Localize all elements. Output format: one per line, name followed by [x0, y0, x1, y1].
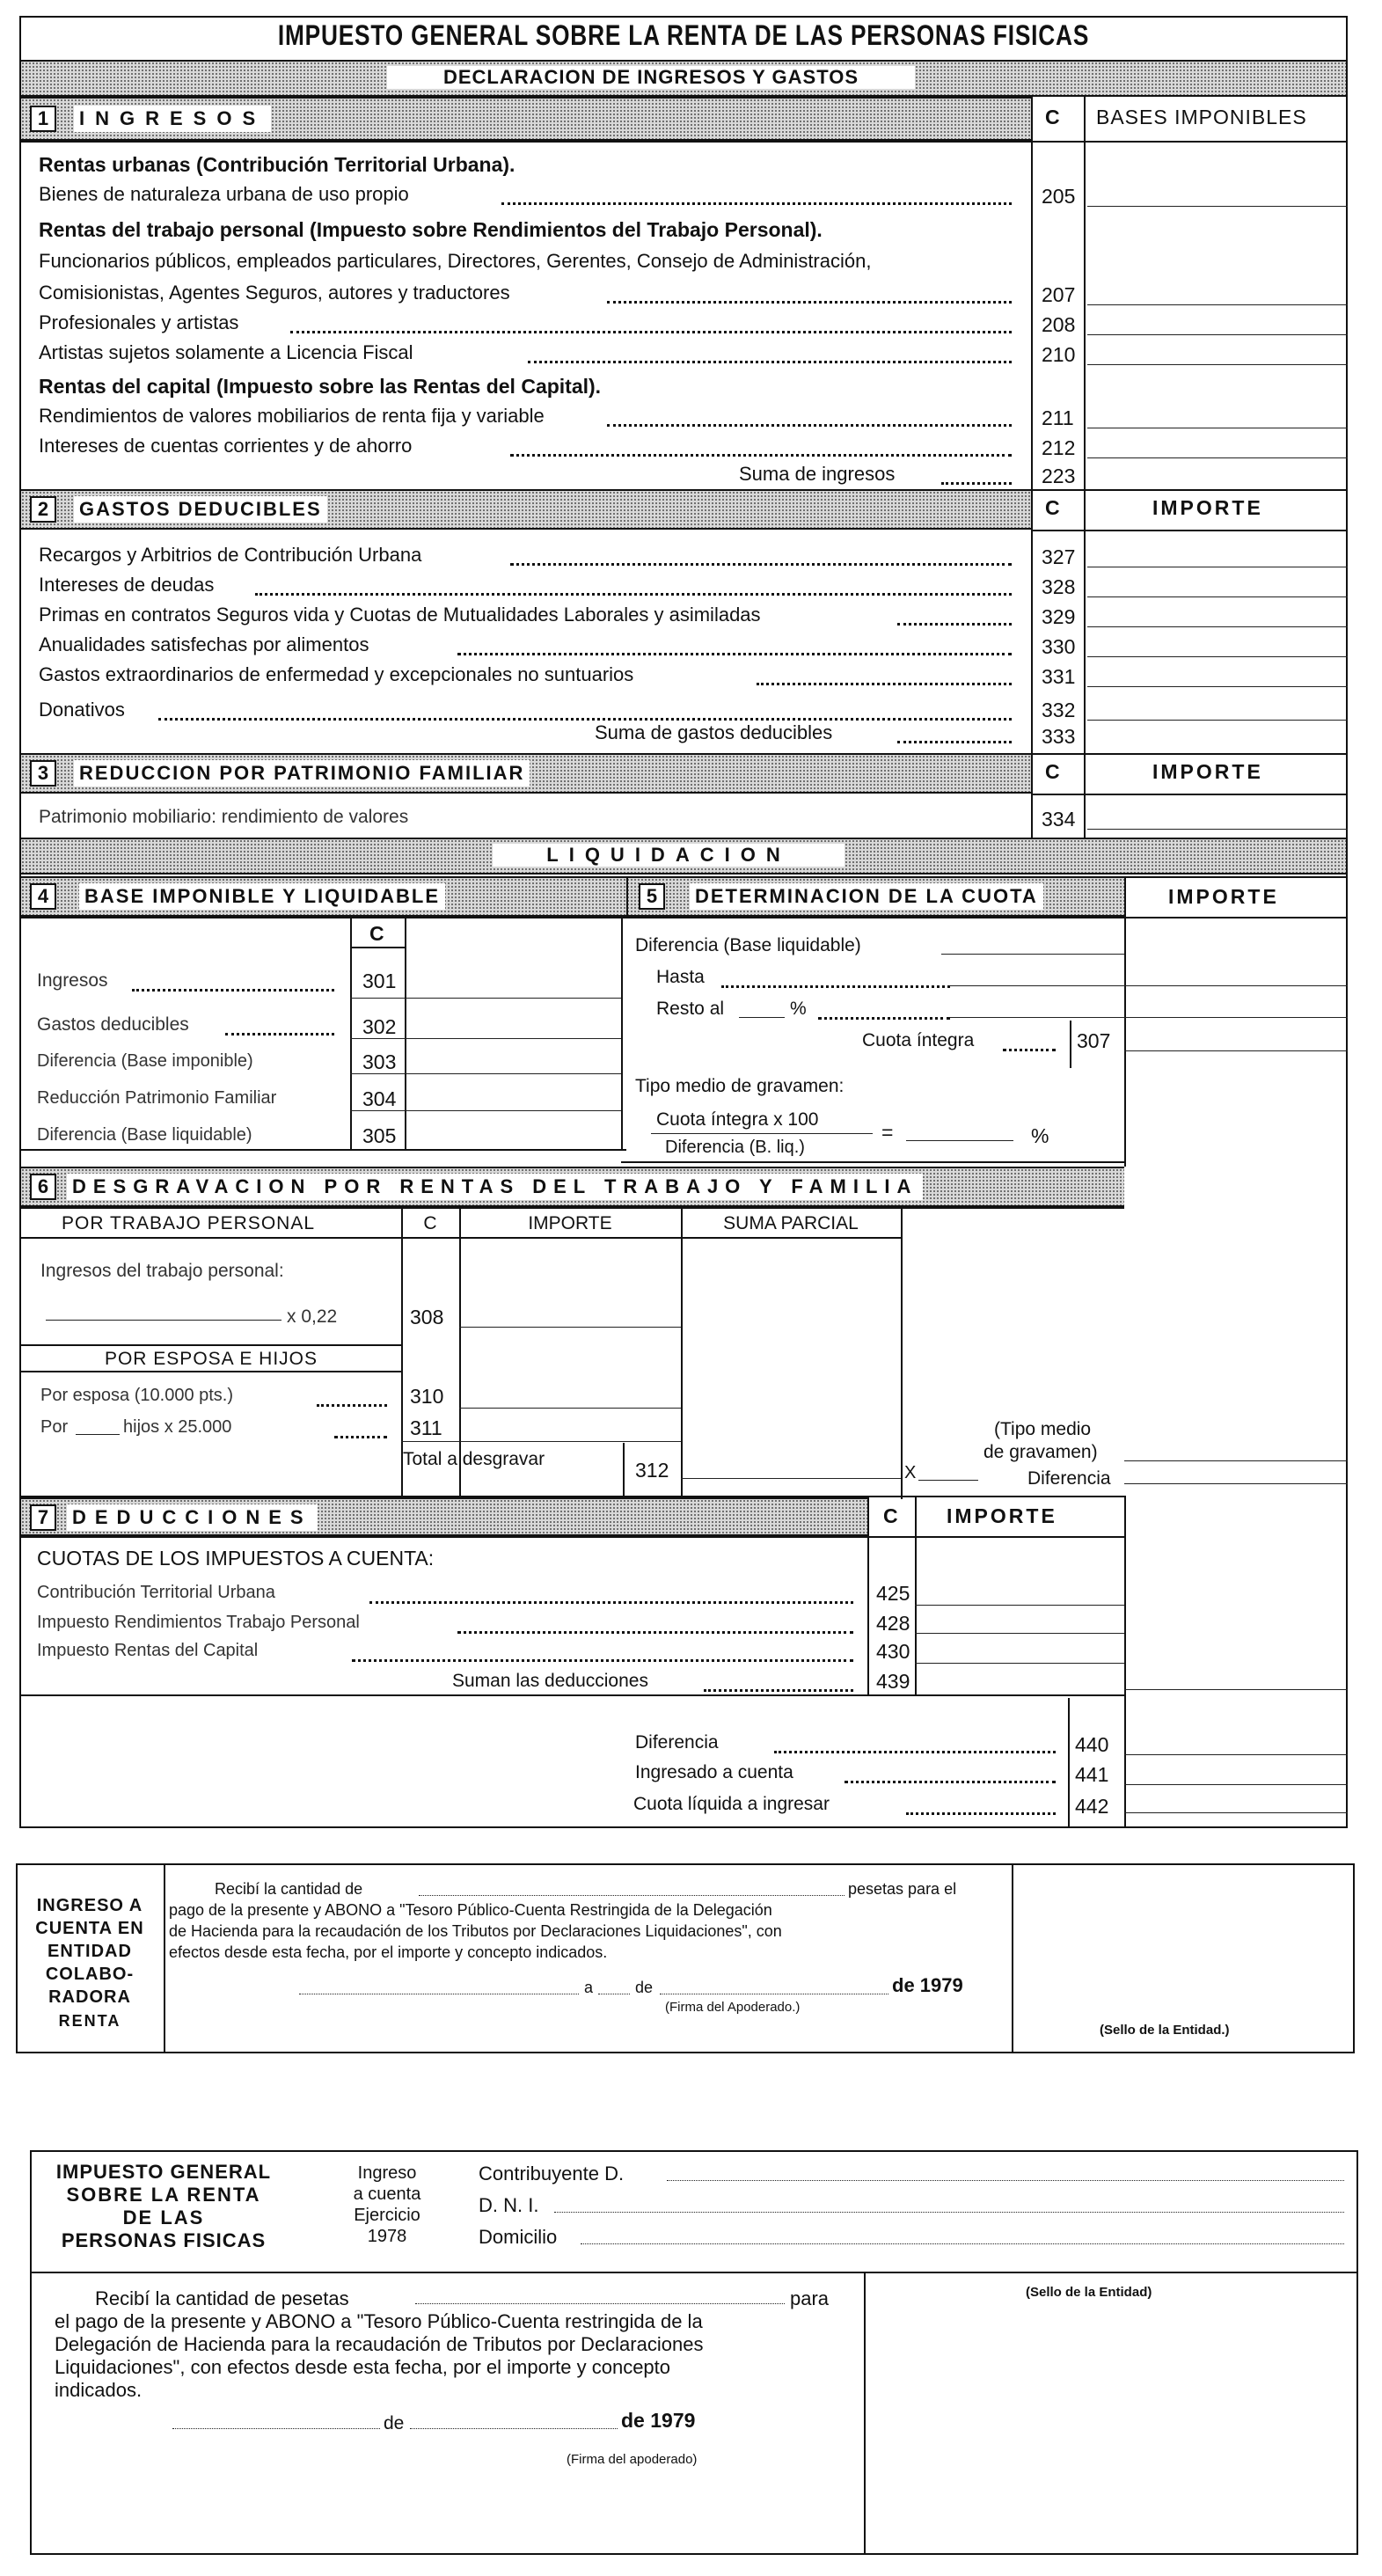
- code-327: 327: [1042, 545, 1076, 568]
- section-4-c-header: C: [369, 922, 384, 945]
- code-304: 304: [362, 1087, 397, 1110]
- section-5-number: 5: [639, 883, 665, 910]
- section-7-title: DEDUCCIONES: [67, 1504, 318, 1531]
- line-331-label: Gastos extraordinarios de enfermedad y excepcionales no suntuarios: [39, 663, 634, 685]
- receipt2-title-1: IMPUESTO GENERAL: [55, 2161, 272, 2183]
- receipt1-line-3: de Hacienda para la recaudación de los Tributos por Declaraciones Liquidaciones", con: [169, 1922, 782, 1940]
- receipt1-sello: (Sello de la Entidad.): [1100, 2023, 1230, 2038]
- liquidacion-title: LIQUIDACION: [493, 844, 845, 867]
- receipt2-ingreso-2: a cuenta: [353, 2184, 421, 2204]
- code-205: 205: [1042, 185, 1076, 208]
- code-334: 334: [1042, 808, 1076, 831]
- receipt2-ingreso-1: Ingreso: [357, 2163, 417, 2183]
- code-308: 308: [410, 1306, 444, 1328]
- s5-hasta-label: Hasta: [656, 967, 705, 987]
- code-430: 430: [876, 1640, 910, 1663]
- line-330-label: Anualidades satisfechas por alimentos: [39, 633, 369, 655]
- line-425-label: Contribución Territorial Urbana: [37, 1583, 275, 1602]
- code-212: 212: [1042, 436, 1076, 459]
- line-303-label: Diferencia (Base imponible): [37, 1051, 253, 1071]
- s6-suma-header: SUMA PARCIAL: [723, 1213, 859, 1233]
- s6-hijos-post: hijos x 25.000: [123, 1417, 232, 1437]
- section-7-c-header: C: [883, 1504, 898, 1527]
- line-210-label: Artistas sujetos solamente a Licencia Fiscal: [39, 341, 413, 363]
- code-428: 428: [876, 1612, 910, 1635]
- line-205-label: Bienes de naturaleza urbana de uso propio: [39, 183, 409, 205]
- receipt2-de: de: [384, 2413, 405, 2433]
- receipt2-dni-label: D. N. I.: [479, 2194, 539, 2216]
- s5-equals: =: [881, 1121, 894, 1144]
- s5-diferencia-label: Diferencia (Base liquidable): [635, 935, 861, 955]
- receipt2-title-4: PERSONAS FISICAS: [61, 2229, 267, 2251]
- line-223-label: Suma de ingresos: [739, 463, 896, 485]
- code-208: 208: [1042, 313, 1076, 336]
- line-332-label: Donativos: [39, 699, 125, 721]
- section-7-number: 7: [30, 1504, 56, 1531]
- line-334-label: Patrimonio mobiliario: rendimiento de valores: [39, 807, 409, 827]
- receipt2-para-1b: para: [790, 2287, 830, 2309]
- s6-trabajo-header: POR TRABAJO PERSONAL: [61, 1213, 316, 1233]
- receipt1-side-line-4: COLABO-: [45, 1965, 135, 1984]
- code-312: 312: [635, 1459, 669, 1482]
- line-211-label: Rendimientos de valores mobiliarios de renta fija y variable: [39, 405, 545, 427]
- receipt1-a: a: [584, 1979, 594, 1996]
- code-207: 207: [1042, 283, 1076, 306]
- section-5-importe-header: IMPORTE: [1168, 885, 1279, 908]
- receipt1-line-2: pago de la presente y ABONO a "Tesoro Público-Cuenta Restringida de la Delegación: [169, 1901, 772, 1919]
- s6-importe-header: IMPORTE: [528, 1213, 612, 1233]
- receipt2-sello: (Sello de la Entidad): [1026, 2285, 1152, 2300]
- line-212-label: Intereses de cuentas corrientes y de ahorro: [39, 435, 413, 457]
- code-333: 333: [1042, 725, 1076, 748]
- line-439-label: Suman las deducciones: [452, 1671, 648, 1691]
- code-440: 440: [1075, 1733, 1109, 1756]
- bases-imponibles-header: BASES IMPONIBLES: [1096, 106, 1307, 128]
- receipt1-de: de: [635, 1979, 654, 1996]
- receipt1-line-1a: Recibí la cantidad de: [215, 1880, 363, 1898]
- code-425: 425: [876, 1582, 910, 1605]
- code-310: 310: [410, 1385, 444, 1408]
- receipt1-side-line-2: CUENTA EN: [35, 1919, 144, 1938]
- rentas-capital-heading: Rentas del capital (Impuesto sobre las Rentas del Capital).: [39, 375, 602, 398]
- line-328-label: Intereses de deudas: [39, 574, 215, 596]
- receipt2-firma: (Firma del apoderado): [567, 2452, 698, 2467]
- code-302: 302: [362, 1015, 397, 1038]
- section-2-importe-header: IMPORTE: [1152, 496, 1263, 519]
- s6-diferencia-label: Diferencia: [1027, 1468, 1111, 1489]
- section-6-title: DESGRAVACION POR RENTAS DEL TRABAJO Y FAMILIA: [67, 1174, 923, 1200]
- receipt2-contribuyente-label: Contribuyente D.: [479, 2163, 625, 2184]
- line-207-label-b: Comisionistas, Agentes Seguros, autores y traductores: [39, 282, 510, 304]
- section-2-number: 2: [30, 496, 56, 523]
- section-5-title: DETERMINACION DE LA CUOTA: [690, 883, 1043, 910]
- form-title: IMPUESTO GENERAL SOBRE LA RENTA DE LAS PERSONAS FISICAS: [277, 19, 1090, 51]
- receipt2-ingreso-3: Ejercicio: [354, 2206, 420, 2225]
- code-223: 223: [1042, 465, 1076, 487]
- receipt2-para-2: el pago de la presente y ABONO a "Tesoro Público-Cuenta restringida de la: [55, 2310, 703, 2332]
- line-430-label: Impuesto Rentas del Capital: [37, 1641, 259, 1660]
- s6-total-label: Total a desgravar: [403, 1449, 545, 1469]
- line-440-label: Diferencia: [635, 1732, 719, 1753]
- line-305-label: Diferencia (Base liquidable): [37, 1125, 252, 1145]
- s5-pct-sign: %: [1031, 1124, 1049, 1147]
- receipt1-year: de 1979: [892, 1974, 963, 1996]
- code-329: 329: [1042, 605, 1076, 628]
- line-441-label: Ingresado a cuenta: [635, 1762, 793, 1782]
- s7-cuotas-heading: CUOTAS DE LOS IMPUESTOS A CUENTA:: [37, 1547, 435, 1570]
- line-333-label: Suma de gastos deducibles: [595, 721, 833, 743]
- receipt1-side-line-3: ENTIDAD: [48, 1942, 132, 1961]
- receipt1-firma: (Firma del Apoderado.): [665, 2000, 801, 2015]
- section-6-number: 6: [30, 1174, 56, 1200]
- s6-c-header: C: [423, 1213, 437, 1233]
- s6-x: X: [904, 1463, 917, 1482]
- line-304-label: Reducción Patrimonio Familiar: [37, 1088, 277, 1108]
- section-2-title: GASTOS DEDUCIBLES: [74, 496, 327, 523]
- s5-tipo-label: Tipo medio de gravamen:: [635, 1076, 845, 1096]
- s6-tipo-1: (Tipo medio: [994, 1419, 1092, 1439]
- code-331: 331: [1042, 665, 1076, 688]
- code-305: 305: [362, 1124, 397, 1147]
- line-442-label: Cuota líquida a ingresar: [633, 1794, 830, 1814]
- code-330: 330: [1042, 635, 1076, 658]
- code-439: 439: [876, 1670, 910, 1693]
- section-3-title: REDUCCION POR PATRIMONIO FAMILIAR: [74, 760, 530, 787]
- rentas-urbanas-heading: Rentas urbanas (Contribución Territorial Urbana).: [39, 153, 516, 176]
- receipt2-ingreso-4: 1978: [367, 2227, 407, 2246]
- section-2-c-header: C: [1045, 496, 1060, 519]
- rentas-trabajo-heading: Rentas del trabajo personal (Impuesto sobre Rendimientos del Trabajo Personal).: [39, 218, 823, 241]
- code-210: 210: [1042, 343, 1076, 366]
- code-441: 441: [1075, 1763, 1109, 1786]
- code-442: 442: [1075, 1795, 1109, 1818]
- receipt2-title-3: DE LAS: [122, 2206, 205, 2228]
- line-301-label: Ingresos: [37, 970, 108, 991]
- section-3-importe-header: IMPORTE: [1152, 760, 1263, 783]
- section-1-number: 1: [30, 106, 56, 132]
- section-4-title: BASE IMPONIBLE Y LIQUIDABLE: [79, 883, 445, 910]
- line-329-label: Primas en contratos Seguros vida y Cuotas de Mutualidades Laborales y asimiladas: [39, 604, 761, 626]
- receipt2-para-3: Delegación de Hacienda para la recaudación de Tributos por Declaraciones: [55, 2333, 704, 2355]
- receipt2-title-2: SOBRE LA RENTA: [66, 2184, 261, 2206]
- code-328: 328: [1042, 575, 1076, 598]
- s5-resto-pct: %: [790, 999, 807, 1019]
- receipt1-line-1b: pesetas para el: [848, 1880, 957, 1898]
- code-332: 332: [1042, 699, 1076, 721]
- code-303: 303: [362, 1050, 397, 1073]
- s5-resto-label: Resto al: [656, 999, 725, 1019]
- receipt1-side-line-6: RENTA: [58, 2012, 121, 2030]
- section-3-number: 3: [30, 760, 56, 787]
- column-c-header: C: [1045, 106, 1060, 128]
- code-311: 311: [410, 1416, 442, 1439]
- receipt1-side-line-5: RADORA: [48, 1987, 131, 2007]
- s6-esposa-header: POR ESPOSA E HIJOS: [104, 1349, 318, 1369]
- s5-frac-den: Diferencia (B. liq.): [665, 1138, 805, 1157]
- line-327-label: Recargos y Arbitrios de Contribución Urbana: [39, 544, 422, 566]
- receipt2-year: de 1979: [621, 2409, 696, 2432]
- receipt2-domicilio-label: Domicilio: [479, 2226, 558, 2248]
- receipt2-para-4: Liquidaciones", con efectos desde esta fecha, por el importe y concepto: [55, 2356, 671, 2378]
- s6-tipo-2: de gravamen): [983, 1442, 1098, 1462]
- section-1-title: INGRESOS: [74, 106, 271, 132]
- s5-cuota-label: Cuota íntegra: [862, 1030, 975, 1050]
- line-208-label: Profesionales y artistas: [39, 311, 239, 333]
- receipt2-para-5: indicados.: [55, 2379, 143, 2401]
- receipt2-para-1a: Recibí la cantidad de pesetas: [95, 2287, 349, 2309]
- line-207-label-a: Funcionarios públicos, empleados particulares, Directores, Gerentes, Consejo de Administración,: [39, 250, 872, 272]
- section-7-importe-header: IMPORTE: [947, 1504, 1057, 1527]
- line-428-label: Impuesto Rendimientos Trabajo Personal: [37, 1613, 360, 1632]
- code-307: 307: [1077, 1029, 1111, 1052]
- s6-factor: x 0,22: [287, 1306, 338, 1327]
- form-subtitle: DECLARACION DE INGRESOS Y GASTOS: [387, 66, 915, 89]
- section-4-number: 4: [30, 883, 56, 910]
- s6-hijos-pre: Por: [40, 1417, 69, 1437]
- receipt1-side-line-1: INGRESO A: [36, 1896, 143, 1915]
- s5-frac-num: Cuota íntegra x 100: [656, 1109, 819, 1130]
- line-302-label: Gastos deducibles: [37, 1014, 189, 1035]
- s6-ingresos-label: Ingresos del trabajo personal:: [40, 1261, 284, 1281]
- section-3-c-header: C: [1045, 760, 1060, 783]
- code-301: 301: [362, 970, 397, 992]
- receipt1-line-4: efectos desde esta fecha, por el importe y concepto indicados.: [169, 1943, 608, 1961]
- s6-esposa-label: Por esposa (10.000 pts.): [40, 1386, 234, 1405]
- code-211: 211: [1042, 406, 1074, 429]
